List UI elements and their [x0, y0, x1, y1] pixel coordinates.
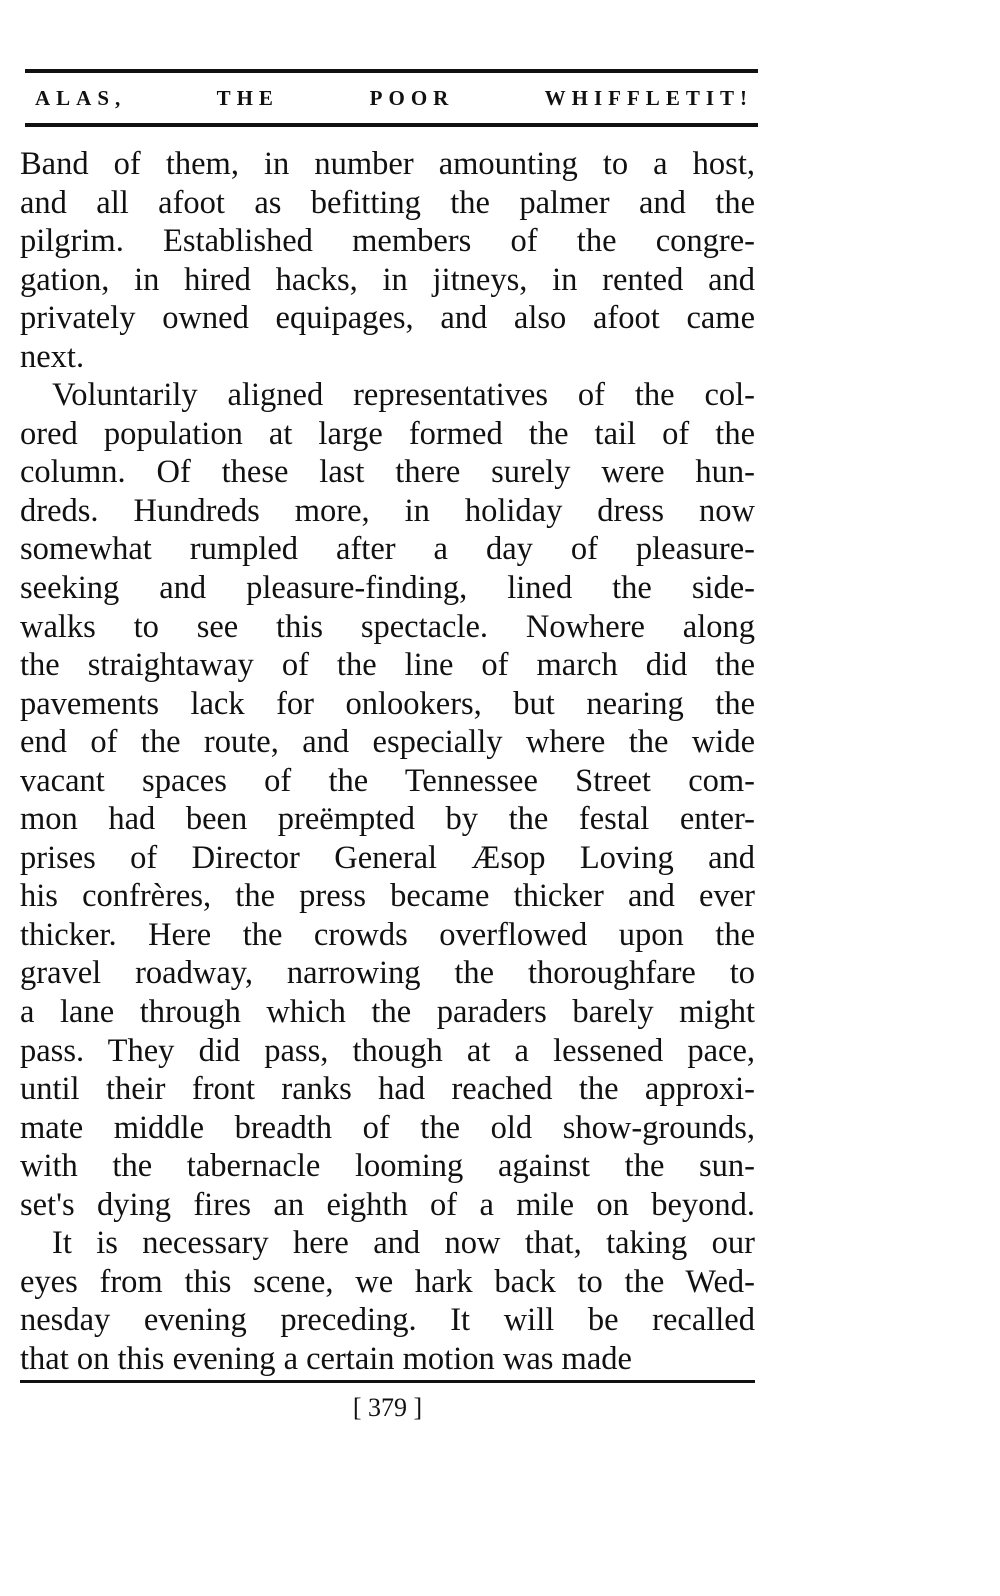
- text-line: It is necessary here and now that, taking our: [52, 1225, 755, 1262]
- text-line: pilgrim. Established members of the congre-: [20, 223, 755, 260]
- text-line: thicker. Here the crowds overflowed upon the: [20, 916, 755, 953]
- text-line: privately owned equipages, and also afoot came: [20, 300, 755, 337]
- text-line: gravel roadway, narrowing the thoroughfare to: [20, 955, 755, 992]
- text-line: prises of Director General Æsop Loving and: [20, 839, 755, 876]
- text-line: that on this evening a certain motion was made: [20, 1340, 632, 1377]
- header-top-rule: [25, 69, 758, 73]
- text-line: next.: [20, 338, 85, 375]
- text-line: seeking and pleasure-finding, lined the side-: [20, 570, 755, 607]
- footer-rule: [20, 1380, 755, 1383]
- text-line: gation, in hired hacks, in jitneys, in rented and: [20, 261, 755, 298]
- text-line: somewhat rumpled after a day of pleasure-: [20, 531, 755, 568]
- text-line: Voluntarily aligned representatives of the col-: [52, 377, 755, 414]
- text-line: column. Of these last there surely were hun-: [20, 454, 755, 491]
- text-line: walks to see this spectacle. Nowhere along: [20, 608, 755, 645]
- text-line: until their front ranks had reached the approxi-: [20, 1071, 755, 1108]
- text-line: dreds. Hundreds more, in holiday dress now: [20, 492, 755, 529]
- text-line: pass. They did pass, though at a lessened pace,: [20, 1032, 755, 1069]
- text-line: vacant spaces of the Tennessee Street com-: [20, 762, 755, 799]
- page-number: [ 379 ]: [352, 1393, 423, 1422]
- text-line: pavements lack for onlookers, but nearing the: [20, 685, 755, 722]
- text-line: with the tabernacle looming against the sun-: [20, 1148, 755, 1185]
- text-line: the straightaway of the line of march did the: [20, 647, 755, 684]
- text-line: eyes from this scene, we hark back to the Wed-: [20, 1263, 755, 1300]
- text-line: his confrères, the press became thicker and ever: [20, 878, 755, 915]
- text-line: Band of them, in number amounting to a host,: [20, 146, 755, 182]
- running-head: ALAS, THE POOR WHIFFLETIT!: [35, 86, 753, 110]
- text-line: nesday evening preceding. It will be recalled: [20, 1302, 755, 1339]
- text-line: ored population at large formed the tail of the: [20, 415, 755, 452]
- text-line: set's dying fires an eighth of a mile on beyond.: [20, 1186, 755, 1223]
- text-line: mate middle breadth of the old show-grounds,: [20, 1109, 755, 1146]
- text-line: and all afoot as befitting the palmer and the: [20, 184, 755, 221]
- header-bottom-rule: [25, 123, 758, 127]
- body-text: [20, 145, 755, 1379]
- text-line: a lane through which the paraders barely might: [20, 994, 755, 1031]
- text-line: mon had been preëmpted by the festal enter-: [20, 801, 755, 838]
- text-line: end of the route, and especially where the wide: [20, 724, 755, 761]
